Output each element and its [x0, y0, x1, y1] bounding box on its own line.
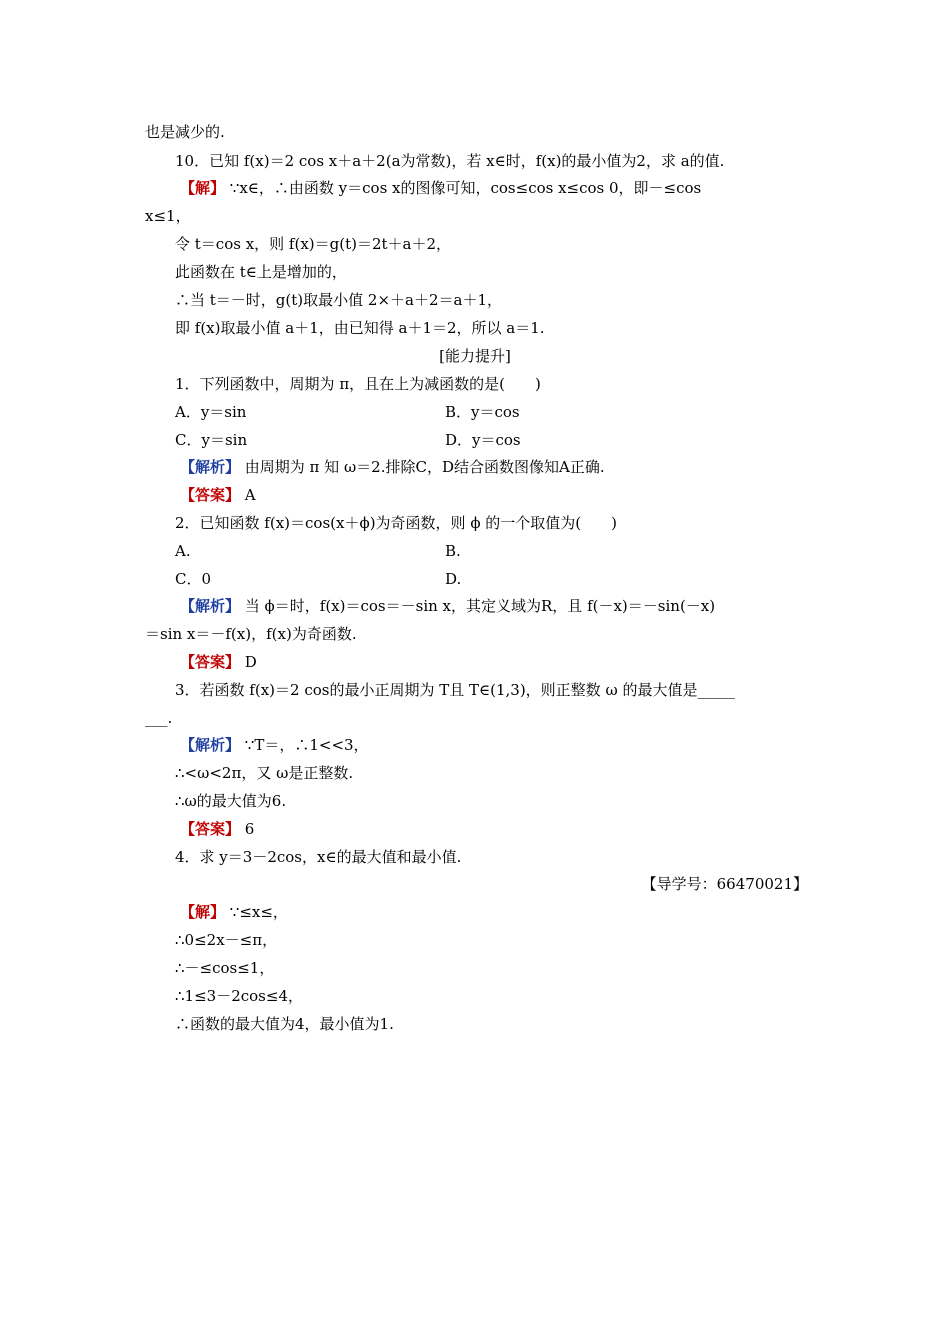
analysis-text: ∵T＝，∴1<<3， — [240, 736, 369, 754]
question-3: 3．若函数 f(x)＝2 cos的最小正周期为 T且 T∈(1,3)，则正整数 ω 的最大值是_____ — [175, 681, 735, 699]
text-line: ___. — [145, 709, 173, 727]
text-line: ＝sin x＝－f(x)，f(x)为奇函数. — [145, 625, 357, 643]
question-2: 2．已知函数 f(x)＝cos(x＋ϕ)为奇函数，则 ϕ 的一个取值为( ) — [175, 514, 618, 532]
text-line: 即 f(x)取最小值 a＋1，由已知得 a＋1＝2，所以 a＝1. — [175, 319, 545, 337]
analysis-tag: 【解析】 — [180, 736, 241, 754]
answer-tag: 【答案】 — [180, 486, 241, 504]
solution-line — [180, 902, 288, 922]
option-b: B．y＝cos — [445, 403, 520, 421]
text-line: x≤1， — [145, 207, 191, 225]
analysis-text: 当 ϕ＝时，f(x)＝cos＝－sin x，其定义域为R，且 f(－x)＝－sin(－x) — [240, 597, 716, 615]
analysis-line — [180, 596, 715, 616]
option-d: D. — [445, 570, 462, 588]
solution-tag: 【解】 — [180, 179, 226, 197]
reference-number: 【导学号：66470021】 — [641, 875, 808, 893]
answer-tag: 【答案】 — [180, 820, 241, 838]
answer-text: 6 — [240, 820, 255, 838]
solution-line — [180, 178, 701, 198]
text-line: ∴函数的最大值为4，最小值为1. — [175, 1015, 394, 1033]
option-a: A. — [175, 542, 191, 560]
answer-line — [180, 485, 256, 505]
text-line: ∴当 t＝－时，g(t)取最小值 2×＋a＋2＝a＋1， — [175, 291, 502, 309]
analysis-tag: 【解析】 — [180, 458, 241, 476]
section-heading: [能力提升] — [439, 347, 511, 365]
analysis-line — [180, 735, 369, 755]
question-1: 1．下列函数中，周期为 π，且在上为减函数的是( ) — [175, 375, 541, 393]
solution-text: ∵≤x≤， — [225, 903, 288, 921]
analysis-line — [180, 457, 605, 477]
analysis-text: 由周期为 π 知 ω＝2.排除C，D结合函数图像知A正确. — [240, 458, 605, 476]
answer-line — [180, 819, 254, 839]
solution-text: ∵x∈，∴由函数 y＝cos x的图像可知，cos≤cos x≤cos 0，即－≤cos — [225, 179, 702, 197]
answer-tag: 【答案】 — [180, 653, 241, 671]
text-line: ∴ω的最大值为6. — [175, 792, 287, 810]
option-c: C．0 — [175, 570, 212, 588]
text-line: 令 t＝cos x，则 f(x)＝g(t)＝2t＋a＋2， — [175, 235, 452, 253]
solution-tag: 【解】 — [180, 903, 226, 921]
option-a: A．y＝sin — [175, 403, 247, 421]
text-line: ∴－≤cos≤1， — [175, 959, 275, 977]
text-line: 也是减少的. — [145, 123, 225, 141]
option-c: C．y＝sin — [175, 431, 248, 449]
analysis-tag: 【解析】 — [180, 597, 241, 615]
answer-line — [180, 652, 257, 672]
text-line: ∴1≤3－2cos≤4， — [175, 987, 303, 1005]
answer-text: A — [240, 486, 256, 504]
text-line: 此函数在 t∈上是增加的， — [175, 263, 347, 281]
text-line: ∴<ω<2π，又 ω是正整数. — [175, 764, 354, 782]
answer-text: D — [240, 653, 257, 671]
text-line: ∴0≤2x－≤π， — [175, 931, 278, 949]
question-4: 4．求 y＝3－2cos，x∈的最大值和最小值. — [175, 848, 462, 866]
question-10: 10．已知 f(x)＝2 cos x＋a＋2(a为常数)，若 x∈时，f(x)的最小值为2，求 a的值. — [175, 152, 725, 170]
option-b: B. — [445, 542, 461, 560]
option-d: D．y＝cos — [445, 431, 521, 449]
